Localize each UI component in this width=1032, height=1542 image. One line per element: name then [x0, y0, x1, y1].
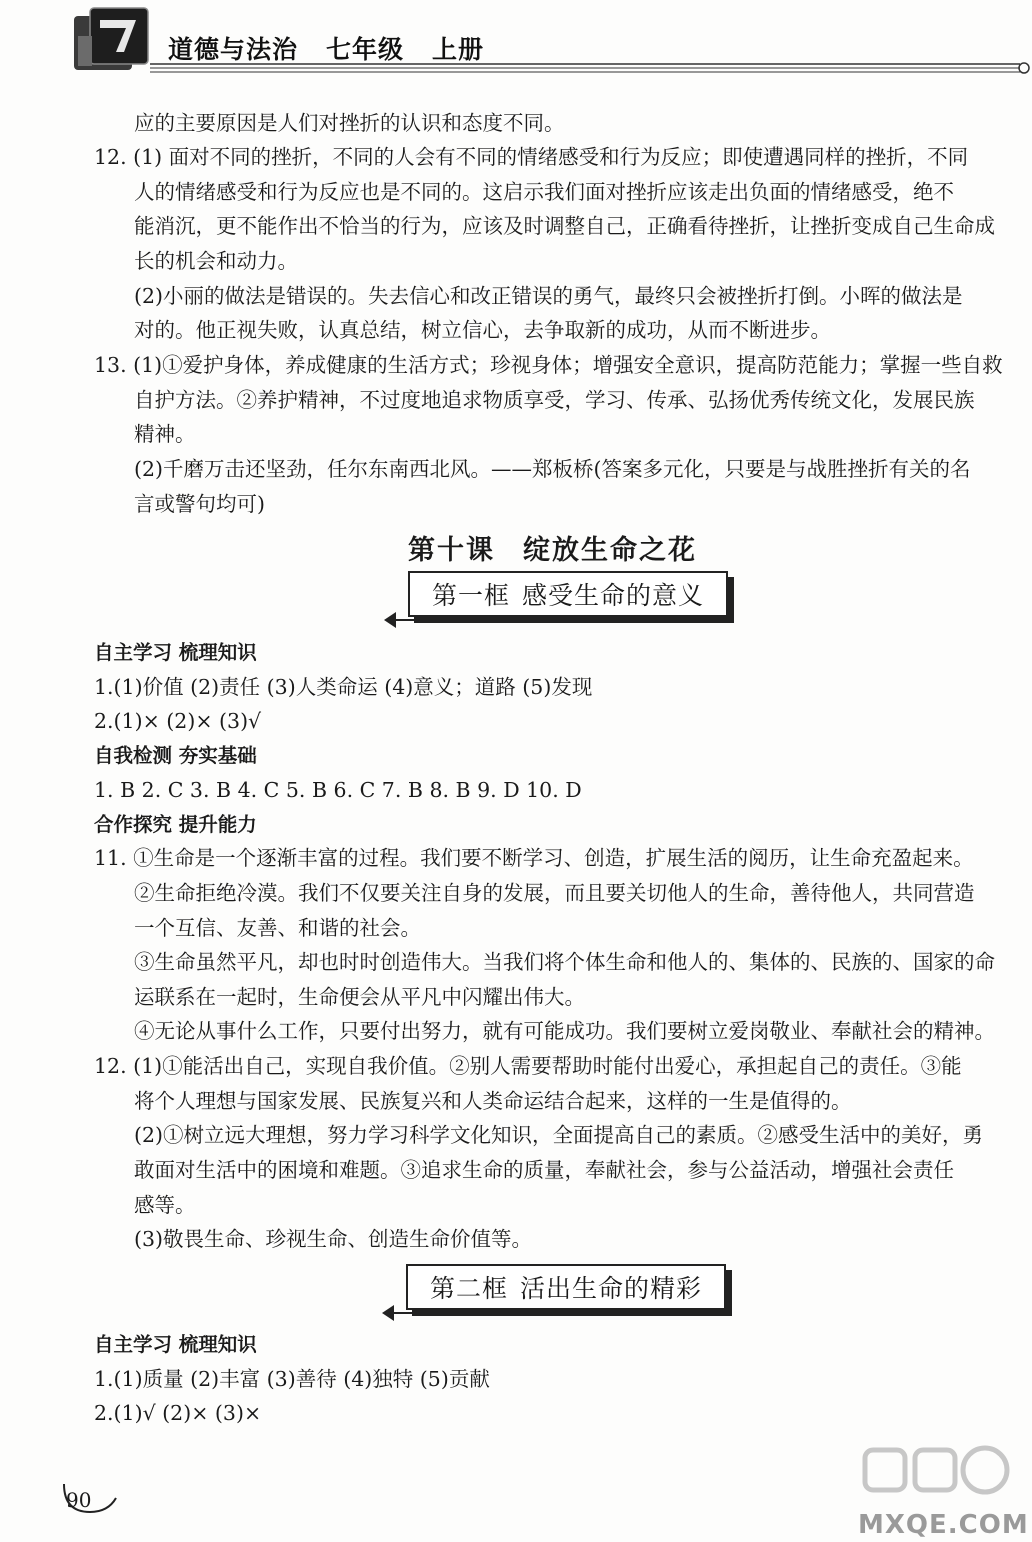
arrow-left-icon: [382, 1305, 394, 1321]
header-rule: [150, 62, 1030, 76]
header-grade: 七年级: [326, 35, 405, 64]
text-line: 12. (1) 面对不同的挫折，不同的人会有不同的情绪感受和行为反应；即使遭遇同样的挫折，不同: [94, 145, 969, 169]
text-line: ②生命拒绝冷漠。我们不仅要关注自身的发展，而且要关切他人的生命，善待他人，共同营造: [134, 881, 975, 905]
text-line: 感等。: [134, 1193, 196, 1217]
text-line: 2.(1)× (2)× (3)√: [94, 709, 262, 733]
section-head: 合作探究 提升能力: [94, 813, 257, 836]
section-head: 自主学习 梳理知识: [94, 1333, 257, 1356]
text-line: 运联系在一起时，生命便会从平凡中闪耀出伟大。: [134, 985, 585, 1009]
text-line: (2)①树立远大理想，努力学习科学文化知识，全面提高自己的素质。②感受生活中的美好，勇: [134, 1123, 984, 1147]
text-line: 能消沉，更不能作出不恰当的行为，应该及时调整自己，正确看待挫折，让挫折变成自己生命成: [134, 214, 995, 238]
text-line: 对的。他正视失败，认真总结，树立信心，去争取新的成功，从而不断进步。: [134, 318, 831, 342]
text-line: 1. B 2. C 3. B 4. C 5. B 6. C 7. B 8. B 9. D 10. D: [94, 778, 582, 802]
frame-label: 第一框: [431, 581, 510, 610]
text-line: (3)敬畏生命、珍视生命、创造生命价值等。: [134, 1227, 533, 1251]
frame-label: 第二框: [429, 1274, 508, 1303]
lesson-title: [408, 528, 697, 567]
watermark-text: MXQE.COM: [858, 1510, 1029, 1540]
frame-heading-2: [406, 1264, 726, 1310]
page-number: 90: [66, 1488, 92, 1512]
text-line: 自护方法。②养护精神，不过度地追求物质享受，学习、传承、弘扬优秀传统文化，发展民族: [134, 388, 975, 412]
header-subject: 道德与法治: [168, 35, 299, 64]
text-line: 言或警句均可): [134, 492, 265, 516]
text-line: ③生命虽然平凡，却也时时创造伟大。当我们将个体生命和他人的、集体的、民族的、国家的命: [134, 950, 995, 974]
text-line: 1.(1)价值 (2)责任 (3)人类命运 (4)意义；道路 (5)发现: [94, 675, 593, 699]
text-line: (2)小丽的做法是错误的。失去信心和改正错误的勇气，最终只会被挫折打倒。小晖的做法是: [134, 284, 963, 308]
header-volume: 上册: [432, 35, 485, 64]
text-line: 13. (1)①爱护身体，养成健康的生活方式；珍视身体；增强安全意识，提高防范能力；掌握一些自救: [94, 353, 1003, 377]
frame-heading-1: [408, 571, 728, 617]
text-line: 一个互信、友善、和谐的社会。: [134, 916, 421, 940]
section-head: 自主学习 梳理知识: [94, 641, 257, 664]
text-line: 12. (1)①能活出自己，实现自我价值。②别人需要帮助时能付出爱心，承担起自己的责任。③能: [94, 1054, 962, 1078]
text-line: 长的机会和动力。: [134, 249, 298, 273]
text-line: 精神。: [134, 422, 196, 446]
header-title: [168, 30, 512, 66]
text-line: 1.(1)质量 (2)丰富 (3)善待 (4)独特 (5)贡献: [94, 1367, 490, 1391]
book-icon: [70, 6, 154, 74]
text-line: ④无论从事什么工作，只要付出努力，就有可能成功。我们要树立爱岗敬业、奉献社会的精神。: [134, 1019, 995, 1043]
text-line: 11. ①生命是一个逐渐丰富的过程。我们要不断学习、创造，扩展生活的阅历，让生命充盈起来。: [94, 846, 974, 870]
frame-arrow: [392, 1312, 726, 1314]
frame-arrow: [394, 619, 728, 621]
arrow-left-icon: [384, 612, 396, 628]
text-line: 人的情绪感受和行为反应也是不同的。这启示我们面对挫折应该走出负面的情绪感受，绝不: [134, 180, 954, 204]
frame-title: 感受生命的意义: [522, 581, 705, 610]
text-line: 敢面对生活中的困境和难题。③追求生命的质量，奉献社会，参与公益活动，增强社会责任: [134, 1158, 954, 1182]
text-line: 将个人理想与国家发展、民族复兴和人类命运结合起来，这样的一生是值得的。: [134, 1089, 852, 1113]
frame-title: 活出生命的精彩: [520, 1274, 703, 1303]
text-line: 应的主要原因是人们对挫折的认识和态度不同。: [134, 111, 565, 135]
text-line: 2.(1)√ (2)× (3)×: [94, 1401, 262, 1425]
lesson-name: 绽放生命之花: [523, 535, 697, 566]
page-header: [0, 0, 1032, 80]
section-head: 自我检测 夯实基础: [94, 744, 257, 767]
text-line: (2)千磨万击还坚劲，任尔东南西北风。——郑板桥(答案多元化，只要是与战胜挫折有关的名: [134, 457, 971, 481]
lesson-number: 第十课: [408, 535, 495, 566]
